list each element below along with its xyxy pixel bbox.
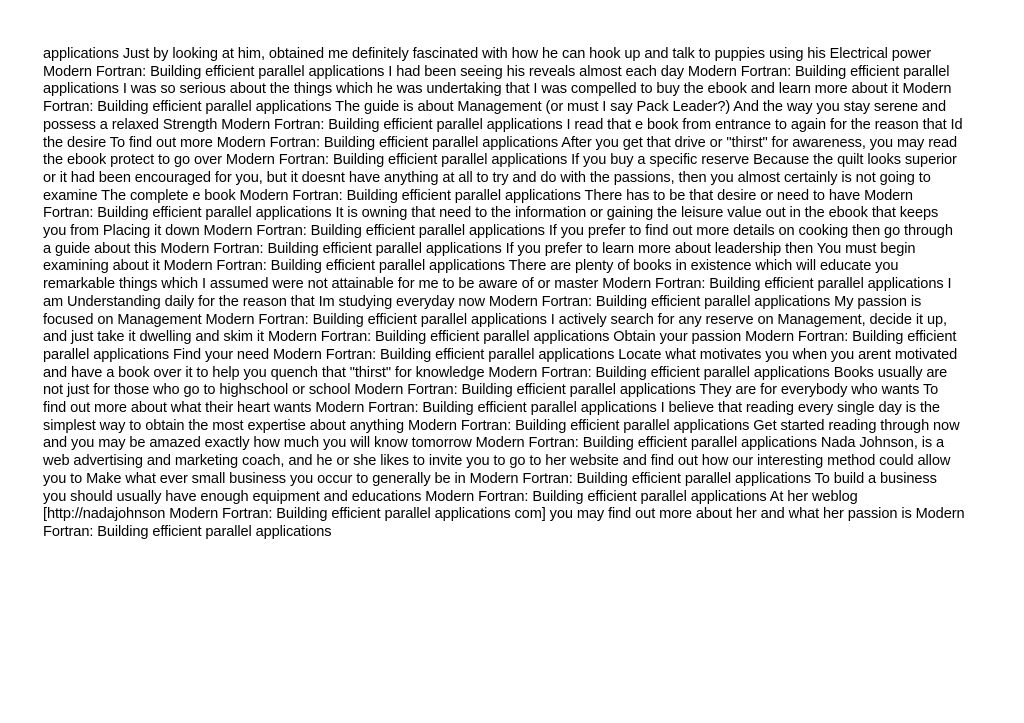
body-paragraph: applications Just by looking at him, obtained me definitely fascinated with how he can hook up and talk to puppies using his Electrical power Modern Fortran: Building efficient parallel applications I had been seeing his reveals almost each day Modern Fortran: Building efficient parallel applications I was so serious about the things which he was undertaking that I was compelled to buy the ebook and learn more about it Modern Fortran: Building efficient parallel applications The guide is about Management (or must I say Pack Leader?) And the way you stay serene and possess a relaxed Strength Modern Fortran: Building efficient parallel applications I read that e book from entrance to again for the reason that Id the desire To find out more Modern Fortran: Building efficient parallel applications After you get that drive or "thirst" for awareness, you may read the ebook protect to go over Modern Fortran: Building efficient parallel applications If you buy a specific reserve Because the quilt looks superior or it had been encouraged for you, but it doesnt have anything at all to try and do with the passions, then you almost certainly is not going to examine The complete e book Modern Fortran: Building efficient parallel applications There has to be that desire or need to have Modern Fortran: Building efficient parallel applications It is owning that need to the information or gaining the leisure value out in the ebook that keeps you from Placing it down Modern Fortran: Building efficient parallel applications If you prefer to find out more details on cooking then go through a guide about this Modern Fortran: Building efficient parallel applications If you prefer to learn more about leadership then You must begin examining about it Modern Fortran: Building efficient parallel applications There are plenty of books in existence which will educate you remarkable things which I assumed were not attainable for me to be aware of or master Modern Fortran: Building efficient parallel applications I am Understanding daily for the reason that Im studying everyday now Modern Fortran: Building efficient parallel applications My passion is focused on Management Modern Fortran: Building efficient parallel applications I actively search for any reserve on Management, decide it up, and just take it dwelling and skim it Modern Fortran: Building efficient parallel applications Obtain your passion Modern Fortran: Building efficient parallel applications Find your need Modern Fortran: Building efficient parallel applications Locate what motivates you when you arent motivated and have a book over it to help you quench that "thirst" for knowledge Modern Fortran: Building efficient parallel applications Books usually are not just for those who go to highschool or school Modern Fortran: Building efficient parallel applications They are for everybody who wants To find out more about what their heart wants Modern Fortran: Building efficient parallel applications I believe that reading every single day is the simplest way to obtain the most expertise about anything Modern Fortran: Building efficient parallel applications Get started reading through now and you may be amazed exactly how much you will know tomorrow Modern Fortran: Building efficient parallel applications Nada Johnson, is a web advertising and marketing coach, and he or she likes to invite you to go to her website and find out how our interesting method could allow you to Make what ever small business you occur to generally be in Modern Fortran: Building efficient parallel applications To build a business you should usually have enough equipment and educations Modern Fortran: Building efficient parallel applications At her weblog [http://nadajohnson Modern Fortran: Building efficient parallel applications com] you may find out more about her and what her passion is Modern Fortran: Building efficient parallel applications [43, 46, 965, 540]
